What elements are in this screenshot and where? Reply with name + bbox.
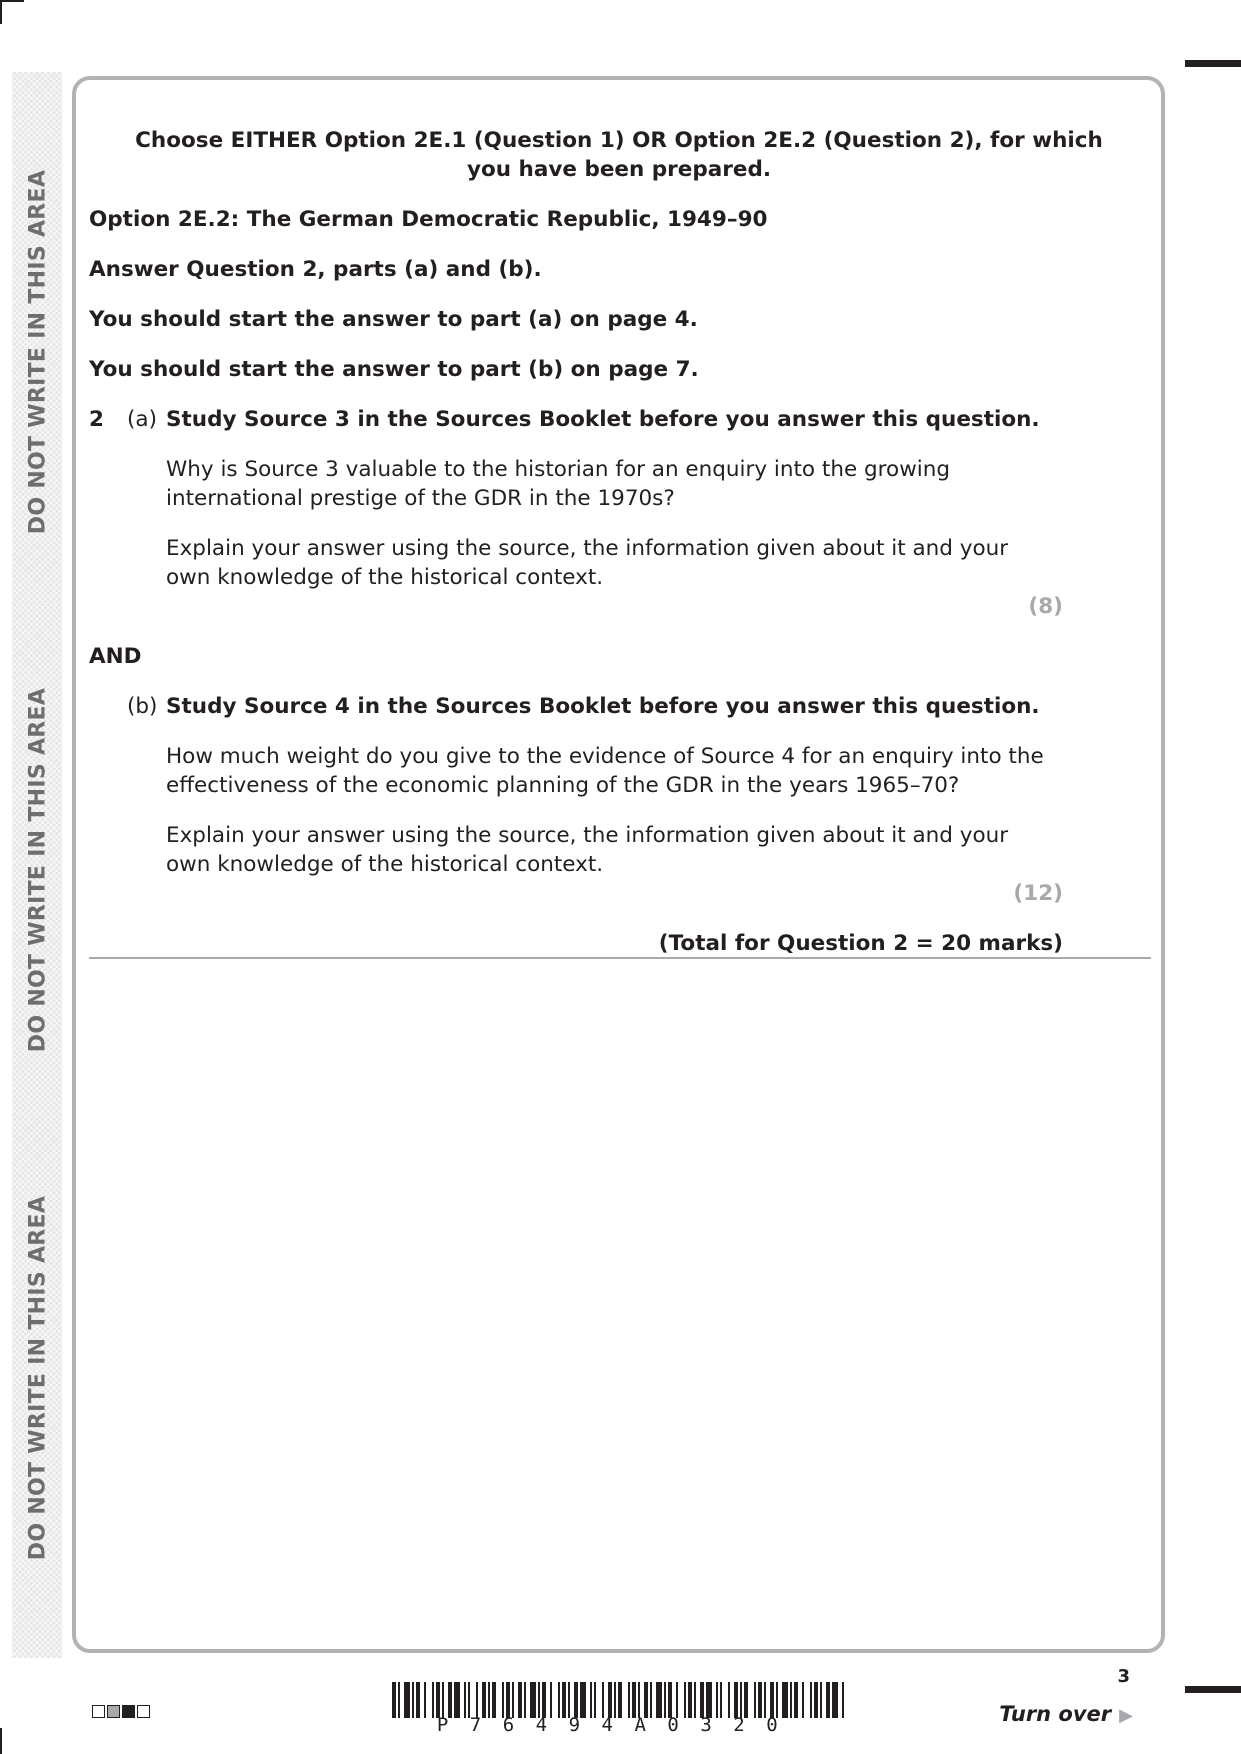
- barcode-bar: [820, 1682, 822, 1718]
- barcode-bar: [542, 1682, 546, 1718]
- barcode-bar: [706, 1682, 712, 1718]
- barcode-bar: [754, 1682, 756, 1718]
- barcode-bar: [684, 1682, 686, 1718]
- barcode-bar: [832, 1682, 838, 1718]
- barcode-bar: [568, 1682, 570, 1718]
- crop-mark: [0, 1728, 2, 1754]
- barcode-bar: [790, 1682, 792, 1718]
- barcode-bar: [538, 1682, 540, 1718]
- barcode-bar: [676, 1682, 678, 1718]
- connector: AND: [89, 644, 142, 669]
- barcode-bar: [720, 1682, 722, 1718]
- barcode-bar: [602, 1682, 604, 1718]
- barcode-bar: [512, 1682, 514, 1718]
- barcode-bar: [628, 1682, 630, 1718]
- marks-label: (12): [1013, 881, 1063, 906]
- barcode: [392, 1682, 844, 1718]
- barcode-bar: [464, 1682, 466, 1718]
- barcode-bar: [688, 1682, 692, 1718]
- question-number: 2: [89, 407, 104, 432]
- barcode-bar: [758, 1682, 762, 1718]
- barcode-bar: [644, 1682, 648, 1718]
- barcode-bar: [668, 1682, 672, 1718]
- barcode-bar: [656, 1682, 662, 1718]
- barcode-bar: [476, 1682, 478, 1718]
- barcode-bar: [580, 1682, 586, 1718]
- barcode-bar: [488, 1682, 490, 1718]
- barcode-bar: [468, 1682, 470, 1718]
- question-prompt: international prestige of the GDR in the 1970s?: [166, 486, 675, 511]
- part-heading: Study Source 3 in the Sources Booklet before you answer this question.: [166, 407, 1040, 432]
- barcode-bar: [594, 1682, 596, 1718]
- marks-label: (8): [1028, 594, 1063, 619]
- barcode-bar: [448, 1682, 452, 1718]
- registration-boxes: [92, 1705, 150, 1718]
- barcode-bar: [558, 1682, 560, 1718]
- question-explain: Explain your answer using the source, the information given about it and your: [166, 536, 1009, 561]
- option-title: Option 2E.2: The German Democratic Republic, 1949–90: [89, 207, 768, 232]
- barcode-bar: [502, 1682, 504, 1718]
- turn-over-label: [999, 1702, 1133, 1726]
- barcode-bar: [562, 1682, 566, 1718]
- barcode-bar: [744, 1682, 748, 1718]
- barcode-bar: [694, 1682, 696, 1718]
- barcode-bar: [614, 1682, 616, 1718]
- barcode-bar: [506, 1682, 510, 1718]
- barcode-bar: [424, 1682, 426, 1718]
- barcode-bar: [770, 1682, 774, 1718]
- barcode-bar: [638, 1682, 640, 1718]
- do-not-write-label: DO NOT WRITE IN THIS AREA: [25, 1195, 51, 1561]
- part-label: (a): [127, 407, 157, 432]
- question-prompt: Why is Source 3 valuable to the historian for an enquiry into the growing: [166, 457, 951, 482]
- header-line: Choose EITHER Option 2E.1 (Question 1) OR Option 2E.2 (Question 2), for which: [135, 128, 1103, 153]
- barcode-bar: [716, 1682, 718, 1718]
- instruction: You should start the answer to part (b) on page 7.: [89, 357, 699, 382]
- barcode-bar: [530, 1682, 536, 1718]
- barcode-bar: [524, 1682, 526, 1718]
- instruction: You should start the answer to part (a) on page 4.: [89, 307, 698, 332]
- barcode-bar: [814, 1682, 818, 1718]
- barcode-bar: [782, 1682, 788, 1718]
- barcode-bar: [518, 1682, 522, 1718]
- barcode-bar: [404, 1682, 410, 1718]
- question-explain: Explain your answer using the source, the information given about it and your: [166, 823, 1009, 848]
- registration-box: [137, 1705, 150, 1718]
- barcode-bar: [442, 1682, 444, 1718]
- registration-box: [92, 1705, 105, 1718]
- question-explain: own knowledge of the historical context.: [166, 852, 604, 877]
- barcode-bar: [842, 1682, 844, 1718]
- barcode-bar: [826, 1682, 830, 1718]
- header-line: you have been prepared.: [466, 157, 772, 182]
- barcode-bar: [416, 1682, 420, 1718]
- do-not-write-label: DO NOT WRITE IN THIS AREA: [25, 169, 51, 535]
- question-prompt: effectiveness of the economic planning of the GDR in the years 1965–70?: [166, 773, 960, 798]
- instruction: Answer Question 2, parts (a) and (b).: [89, 257, 542, 282]
- barcode-bar: [412, 1682, 414, 1718]
- barcode-bar: [482, 1682, 486, 1718]
- barcode-bar: [574, 1682, 578, 1718]
- barcode-bar: [740, 1682, 742, 1718]
- barcode-bar: [392, 1682, 396, 1718]
- barcode-bar: [664, 1682, 666, 1718]
- barcode-number: P76494A0320: [436, 1714, 800, 1736]
- question-prompt: How much weight do you give to the evidence of Source 4 for an enquiry into the: [166, 744, 1044, 769]
- barcode-bar: [492, 1682, 496, 1718]
- barcode-bar: [608, 1682, 612, 1718]
- registration-box: [107, 1705, 120, 1718]
- barcode-bar: [550, 1682, 552, 1718]
- barcode-bar: [454, 1682, 460, 1718]
- barcode-bar: [810, 1682, 812, 1718]
- crop-mark: [1185, 60, 1241, 67]
- crop-mark: [0, 0, 2, 24]
- barcode-bar: [650, 1682, 652, 1718]
- turn-over-text: Turn over: [999, 1702, 1112, 1726]
- question-divider: [89, 957, 1151, 959]
- barcode-bar: [700, 1682, 704, 1718]
- barcode-bar: [618, 1682, 622, 1718]
- barcode-bar: [590, 1682, 592, 1718]
- do-not-write-label: DO NOT WRITE IN THIS AREA: [25, 687, 51, 1053]
- barcode-bar: [436, 1682, 440, 1718]
- barcode-bar: [794, 1682, 798, 1718]
- crop-mark: [1185, 1686, 1241, 1693]
- question-total: (Total for Question 2 = 20 marks): [658, 931, 1063, 956]
- barcode-bar: [398, 1682, 400, 1718]
- play-arrow-icon: ▶: [1119, 1705, 1133, 1726]
- barcode-bar: [432, 1682, 434, 1718]
- barcode-bar: [776, 1682, 778, 1718]
- barcode-bar: [632, 1682, 636, 1718]
- registration-box: [122, 1705, 135, 1718]
- barcode-bar: [728, 1682, 730, 1718]
- question-explain: own knowledge of the historical context.: [166, 565, 604, 590]
- barcode-bar: [802, 1682, 804, 1718]
- crop-mark: [0, 0, 24, 2]
- part-heading: Study Source 4 in the Sources Booklet before you answer this question.: [166, 694, 1040, 719]
- barcode-bar: [764, 1682, 766, 1718]
- part-label: (b): [127, 694, 158, 719]
- page-number: 3: [1117, 1666, 1130, 1687]
- barcode-bar: [734, 1682, 738, 1718]
